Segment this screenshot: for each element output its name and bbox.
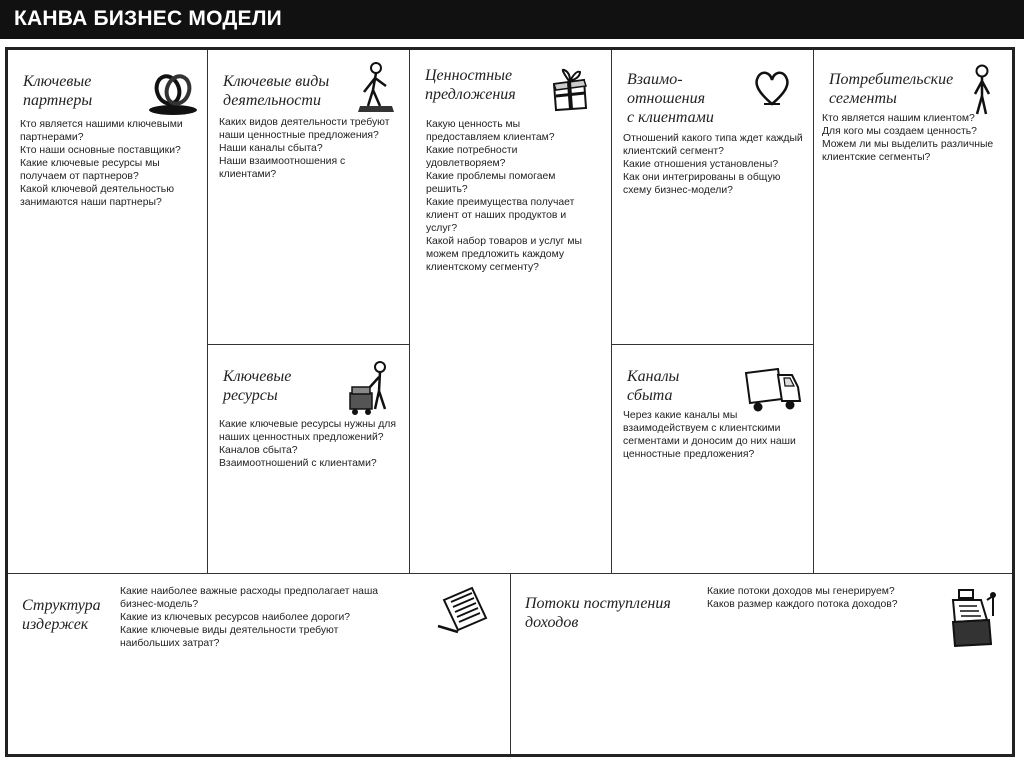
- block-key-activities-title: Ключевые виды деятельности: [223, 73, 330, 109]
- revenue-streams-line: Каков размер каждого потока доходов?: [707, 599, 898, 610]
- block-channels-text: [623, 409, 808, 461]
- block-revenue-streams-title: Потоки поступления доходов: [525, 595, 671, 631]
- block-cost-structure: [8, 574, 511, 754]
- heart-icon: [752, 68, 792, 108]
- customer-segments-line: Кто является нашим клиентом?: [822, 113, 975, 124]
- key-activities-line: Каких видов деятельности требуют наши ценностные предложения?: [219, 117, 390, 141]
- rings-icon: [146, 70, 200, 116]
- page-title: КАНВА БИЗНЕС МОДЕЛИ: [14, 7, 282, 30]
- key-activities-line: Наши взаимоотношения с клиентами?: [219, 156, 346, 180]
- customer-relationships-line: Отношений какого типа ждет каждый клиентский сегмент?: [623, 133, 803, 157]
- customer-segments-line: Можем ли мы выделить различные клиентские сегменты?: [822, 139, 994, 163]
- block-customer-relationships: [612, 50, 814, 345]
- block-key-resources-title: Ключевые ресурсы: [223, 368, 292, 404]
- worker-icon: [356, 62, 398, 114]
- revenue-streams-line: Какие потоки доходов мы генерируем?: [707, 586, 895, 597]
- block-value-propositions-title: Ценностные предложения: [425, 67, 516, 103]
- block-revenue-streams-text: [707, 585, 937, 611]
- value-propositions-line: Какой набор товаров и услуг мы можем предложить каждому клиентскому сегменту?: [426, 236, 582, 273]
- block-customer-segments-title: Потребительские сегменты: [829, 71, 954, 107]
- block-channels-title: Каналы сбыта: [627, 368, 680, 404]
- channels-line: Через какие каналы мы взаимодействуем с клиентскими сегментами и доносим до них наши ценностные предложения?: [623, 410, 796, 460]
- value-propositions-line: Какие потребности удовлетворяем?: [426, 145, 518, 169]
- block-key-activities-text: [219, 116, 404, 181]
- key-resources-line: Каналов сбыта?: [219, 445, 298, 456]
- key-partners-line: Какие ключевые ресурсы мы получаем от партнеров?: [20, 158, 160, 182]
- worker-boxes-icon: [348, 361, 394, 417]
- block-key-resources-text: [219, 418, 404, 470]
- cost-structure-line: Какие ключевые виды деятельности требуют наибольших затрат?: [120, 625, 339, 649]
- block-cost-structure-text: [120, 585, 390, 650]
- value-propositions-line: Какие преимущества получает клиент от наших продуктов и услуг?: [426, 197, 575, 234]
- key-resources-line: Взаимоотношений с клиентами?: [219, 458, 377, 469]
- block-key-partners-text: [20, 118, 204, 209]
- customer-segments-line: Для кого мы создаем ценность?: [822, 126, 977, 137]
- cash-register-icon: [947, 586, 997, 650]
- block-revenue-streams: [511, 574, 1012, 754]
- block-customer-segments: [814, 50, 1012, 574]
- block-value-propositions: [410, 50, 612, 574]
- block-key-resources: [208, 345, 410, 574]
- person-icon: [970, 64, 994, 116]
- key-partners-line: Кто является нашими ключевыми партнерами?: [20, 119, 183, 143]
- key-resources-line: Какие ключевые ресурсы нужны для наших ценностных предложений?: [219, 419, 396, 443]
- business-model-canvas: [5, 47, 1015, 757]
- block-customer-relationships-text: [623, 132, 808, 197]
- block-value-propositions-text: [426, 118, 596, 274]
- block-key-partners: [8, 50, 208, 574]
- cost-structure-line: Какие наиболее важные расходы предполагает наша бизнес-модель?: [120, 586, 379, 610]
- page-header: [0, 0, 1024, 39]
- block-cost-structure-title: Структура издержек: [22, 597, 101, 633]
- receipt-icon: [436, 586, 492, 634]
- block-customer-segments-text: [822, 112, 1010, 164]
- customer-relationships-line: Какие отношения установлены?: [623, 159, 779, 170]
- customer-relationships-line: Как они интегрированы в общую схему бизнес-модели?: [623, 172, 781, 196]
- key-activities-line: Наши каналы сбыта?: [219, 143, 323, 154]
- cost-structure-line: Какие из ключевых ресурсов наиболее дороги?: [120, 612, 351, 623]
- block-customer-relationships-title: Взаимо- отношения с клиентами: [627, 71, 714, 126]
- block-key-activities: [208, 50, 410, 345]
- value-propositions-line: Какие проблемы помогаем решить?: [426, 171, 556, 195]
- gift-icon: [550, 66, 590, 112]
- value-propositions-line: Какую ценность мы предоставляем клиентам?: [426, 119, 555, 143]
- key-partners-line: Кто наши основные поставщики?: [20, 145, 181, 156]
- block-channels: [612, 345, 814, 574]
- key-partners-line: Какой ключевой деятельностью занимаются наши партнеры?: [20, 184, 175, 208]
- block-key-partners-title: Ключевые партнеры: [23, 73, 93, 109]
